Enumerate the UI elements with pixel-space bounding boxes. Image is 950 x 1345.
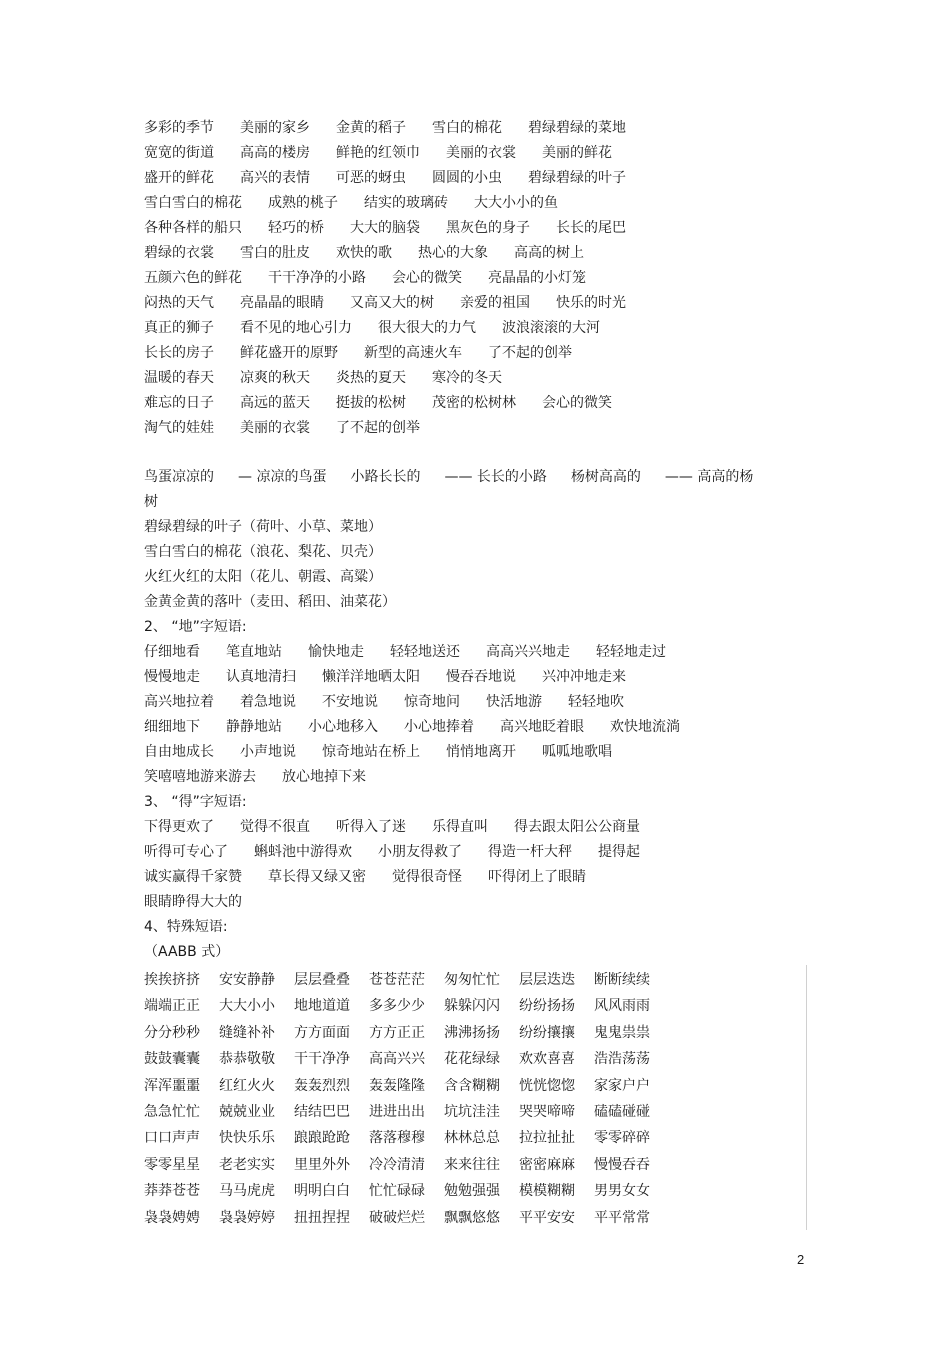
phrase: 高兴地拉着 [144,694,214,710]
phrase: 小声地说 [240,744,296,760]
di-phrase-line [144,717,706,737]
phrase: 坑坑洼洼 [444,1104,500,1120]
de-phrase-line [144,268,612,288]
phrase: 踉踉跄跄 [294,1130,350,1147]
phrase: 了不起的创举 [336,420,420,436]
phrase: 轻轻地送还 [390,644,460,660]
aabb-row [144,1128,669,1148]
phrase: 大大小小 [219,998,275,1015]
phrase: 炎热的夏天 [336,370,406,386]
phrase: 闷热的天气 [144,295,214,311]
phrase: 进进出出 [369,1104,425,1120]
phrase: —— 长长的小路 [444,469,547,485]
phrase: 小路长长的 [350,469,421,485]
phrase: 拉拉扯扯 [519,1130,575,1147]
de-phrase-line [144,118,652,138]
de-phrase-line [144,293,652,313]
phrase: 鬼鬼祟祟 [594,1024,650,1041]
phrase: 模模糊糊 [519,1183,575,1200]
phrase: 地地道道 [294,998,350,1015]
phrase: 认真地清扫 [226,669,296,685]
phrase: 零零碎碎 [594,1130,650,1147]
phrase: 又高又大的树 [350,295,434,311]
phrase: 提得起 [598,844,640,860]
phrase: 层层叠叠 [294,972,350,988]
phrase: 觉得不很直 [240,819,310,835]
de-phrase-line [144,143,638,163]
phrase: 笑嘻嘻地游来游去 [144,769,256,785]
phrase: 安安静静 [219,972,275,988]
phrase: 纷纷扬扬 [519,998,575,1015]
de-phrase-line [144,368,528,388]
de-phrase-line [144,418,446,438]
phrase: 快活地游 [486,694,542,710]
phrase: 惊奇地站在桥上 [322,744,420,760]
phrase: 零零星星 [144,1156,200,1173]
phrase: 挨挨挤挤 [144,972,200,988]
phrase: 含含糊糊 [444,1077,500,1094]
phrase: 欢快的歌 [336,245,392,261]
phrase: 方方面面 [294,1024,350,1041]
phrase: 勉勉强强 [444,1183,500,1200]
phrase: 落落穆穆 [369,1130,425,1147]
di-phrase-line [144,642,692,662]
phrase: 亮晶晶的眼睛 [240,295,324,311]
phrase: 结结巴巴 [294,1104,350,1120]
phrase: 着急地说 [240,694,296,710]
phrase: 轻轻地吹 [568,694,624,710]
phrase: 美丽的家乡 [240,120,310,136]
phrase: 碧绿碧绿的叶子 [528,170,626,186]
phrase: 大大的脑袋 [350,220,420,236]
aabb-row [144,1023,669,1043]
phrase: 眼睛睁得大大的 [144,894,242,910]
phrase: 高高的楼房 [240,145,310,161]
phrase: 真正的狮子 [144,320,214,336]
phrase: 多彩的季节 [144,120,214,136]
phrase: 轻轻地走过 [596,644,666,660]
phrase: 小心地移入 [308,719,378,735]
phrase: 缝缝补补 [219,1024,275,1041]
phrase: 得去跟太阳公公商量 [514,819,640,835]
phrase: 浑浑噩噩 [144,1077,200,1094]
phrase: 鸟蛋凉凉的 [144,469,214,485]
phrase: 看不见的地心引力 [240,320,352,336]
phrase: 欢快地流淌 [610,719,680,735]
phrase: 各种各样的船只 [144,220,242,236]
phrase: 轰轰隆隆 [369,1077,425,1094]
de-phrase-line [144,193,584,213]
phrase: 大大小小的鱼 [474,195,558,211]
phrase: 林林总总 [444,1130,500,1147]
phrase: 结实的玻璃砖 [364,195,448,211]
aabb-row [144,1102,669,1122]
phrase: 美丽的衣裳 [240,420,310,436]
phrase: 新型的高速火车 [364,345,462,361]
phrase: 下得更欢了 [144,819,214,835]
aabb-row [144,996,669,1016]
phrase: 密密麻麻 [519,1156,575,1173]
phrase: 欢欢喜喜 [519,1051,575,1068]
reorder-line [144,467,777,487]
de-phrase-line [144,318,626,338]
phrase: 袅袅娉娉 [144,1209,200,1226]
phrase: 小朋友得救了 [378,844,462,860]
phrase: 莽莽苍苍 [144,1183,200,1200]
aabb-row [144,1181,669,1201]
phrase: 袅袅婷婷 [219,1209,275,1226]
phrase: 雪白的肚皮 [240,245,310,261]
phrase: 里里外外 [294,1156,350,1173]
phrase: 高兴地眨着眼 [500,719,584,735]
phrase: 自由地成长 [144,744,214,760]
phrase: 难忘的日子 [144,395,214,411]
phrase: 恍恍惚惚 [519,1077,575,1094]
phrase: 浩浩荡荡 [594,1051,650,1068]
phrase: 仔细地看 [144,644,200,660]
phrase: 寒冷的冬天 [432,370,502,386]
phrase: 来来往往 [444,1156,500,1173]
phrase: 磕磕碰碰 [594,1104,650,1120]
phrase: 分分秒秒 [144,1024,200,1041]
phrase: 红红火火 [219,1077,275,1094]
phrase: 成熟的桃子 [268,195,338,211]
phrase: 淘气的娃娃 [144,420,214,436]
phrase: 扭扭捏捏 [294,1209,350,1226]
phrase: 冷冷清清 [369,1156,425,1173]
phrase: 杨树高高的 [570,469,641,485]
phrase: 长长的尾巴 [556,220,626,236]
phrase: 慢慢吞吞 [594,1156,650,1173]
phrase: 会心的微笑 [392,270,462,286]
phrase: 干干净净 [294,1051,350,1068]
dei-phrase-line [144,817,666,837]
de-phrase-line [144,168,652,188]
abb-phrase: 雪白雪白的棉花（浪花、梨花、贝壳） [144,544,382,560]
di-phrase-line [144,767,392,787]
phrase: 方方正正 [369,1024,425,1041]
phrase: 快快乐乐 [219,1130,275,1147]
de-phrase-line [144,218,652,238]
phrase: 花花绿绿 [444,1051,500,1068]
phrase: 高高兴兴地走 [486,644,570,660]
phrase: 破破烂烂 [369,1209,425,1226]
phrase: 细细地下 [144,719,200,735]
phrase: 黑灰色的身子 [446,220,530,236]
aabb-row [144,1076,669,1096]
phrase: 快乐的时光 [556,295,626,311]
phrase: 鲜花盛开的原野 [240,345,338,361]
phrase: 放心地掉下来 [282,769,366,785]
phrase: 哭哭啼啼 [519,1104,575,1120]
phrase: 会心的微笑 [542,395,612,411]
phrase: 风风雨雨 [594,998,650,1015]
phrase: 美丽的衣裳 [446,145,516,161]
phrase: 乐得直叫 [432,819,488,835]
phrase: 层层迭迭 [519,972,575,988]
phrase: 高高的树上 [514,245,584,261]
di-phrase-line [144,692,650,712]
phrase: 忙忙碌碌 [369,1183,425,1200]
phrase: 盛开的鲜花 [144,170,214,186]
phrase: 金黄的稻子 [336,120,406,136]
dei-phrase-line [144,842,666,862]
de-phrase-line [144,243,610,263]
phrase: 得造一杆大秤 [488,844,572,860]
phrase: 雪白雪白的棉花 [144,195,242,211]
phrase: 亮晶晶的小灯笼 [488,270,586,286]
phrase: 惊奇地问 [404,694,460,710]
phrase: 高远的蓝天 [240,395,310,411]
phrase: 兴冲冲地走来 [542,669,626,685]
phrase: 波浪滚滚的大河 [502,320,600,336]
phrase: 热心的大象 [418,245,488,261]
vertical-rule [806,965,807,1230]
phrase: 不安地说 [322,694,378,710]
phrase: 轰轰烈烈 [294,1077,350,1094]
phrase: 蝌蚪池中游得欢 [254,844,352,860]
phrase: 听得可专心了 [144,844,228,860]
phrase: 雪白的棉花 [432,120,502,136]
phrase: 高兴的表情 [240,170,310,186]
section-heading-special: 4、特殊短语: [144,919,228,935]
phrase: 五颜六色的鲜花 [144,270,242,286]
phrase: 长长的房子 [144,345,214,361]
phrase: 干干净净的小路 [268,270,366,286]
phrase: 碧绿碧绿的菜地 [528,120,626,136]
phrase: 亲爱的祖国 [460,295,530,311]
phrase: 碧绿的衣裳 [144,245,214,261]
phrase: 家家户户 [594,1077,650,1094]
aabb-row [144,1049,669,1069]
aabb-row [144,970,669,990]
di-phrase-line [144,742,638,762]
phrase: 悄悄地离开 [446,744,516,760]
phrase: 端端正正 [144,998,200,1015]
phrase: 多多少少 [369,998,425,1015]
phrase: 恭恭敬敬 [219,1051,275,1068]
page-number: 2 [797,1252,805,1267]
phrase: 小心地捧着 [404,719,474,735]
abb-phrase: 火红火红的太阳（花儿、朝霞、高粱） [144,569,382,585]
phrase: 明明白白 [294,1183,350,1200]
phrase: 觉得很奇怪 [392,869,462,885]
phrase: 马马虎虎 [219,1183,275,1200]
phrase: —— 高高的杨 [664,469,754,485]
phrase: 茂密的松树林 [432,395,516,411]
phrase: 听得入了迷 [336,819,406,835]
phrase: — 凉凉的鸟蛋 [238,469,327,485]
phrase: 慢慢地走 [144,669,200,685]
phrase: 鲜艳的红领巾 [336,145,420,161]
section-heading-dei: 3、 “得”字短语: [144,794,247,810]
phrase: 鼓鼓囊囊 [144,1051,200,1068]
phrase: 平平常常 [594,1209,650,1226]
dei-phrase-line [144,892,268,912]
aabb-row [144,1208,669,1228]
phrase: 懒洋洋地晒太阳 [322,669,420,685]
phrase: 慢吞吞地说 [446,669,516,685]
phrase: 男男女女 [594,1183,650,1200]
phrase: 宽宽的街道 [144,145,214,161]
abb-phrase: 碧绿碧绿的叶子（荷叶、小草、菜地） [144,519,382,535]
reorder-line-wrap: 树 [144,494,158,510]
phrase: 轻巧的桥 [268,220,324,236]
phrase: 匆匆忙忙 [444,972,500,988]
phrase: 愉快地走 [308,644,364,660]
phrase: 老老实实 [219,1156,275,1173]
phrase: 静静地站 [226,719,282,735]
phrase: 圆圆的小虫 [432,170,502,186]
phrase: 诚实赢得千家赞 [144,869,242,885]
phrase: 了不起的创举 [488,345,572,361]
de-phrase-line [144,393,638,413]
phrase: 很大很大的力气 [378,320,476,336]
phrase: 吓得闭上了眼睛 [488,869,586,885]
abb-phrase: 金黄金黄的落叶（麦田、稻田、油菜花） [144,594,396,610]
phrase: 呱呱地歌唱 [542,744,612,760]
phrase: 兢兢业业 [219,1104,275,1120]
phrase: 高高兴兴 [369,1051,425,1068]
aabb-row [144,1155,669,1175]
phrase: 纷纷攘攘 [519,1024,575,1041]
phrase: 温暖的春天 [144,370,214,386]
phrase: 苍苍茫茫 [369,972,425,988]
phrase: 急急忙忙 [144,1104,200,1120]
phrase: 沸沸扬扬 [444,1024,500,1041]
phrase: 口口声声 [144,1130,200,1147]
phrase: 草长得又绿又密 [268,869,366,885]
phrase: 笔直地站 [226,644,282,660]
phrase: 断断续续 [594,972,650,988]
phrase: 飘飘悠悠 [444,1209,500,1226]
di-phrase-line [144,667,652,687]
de-phrase-line [144,343,598,363]
dei-phrase-line [144,867,612,887]
phrase: 挺拔的松树 [336,395,406,411]
phrase: 平平安安 [519,1209,575,1226]
section-subheading-aabb: （AABB 式） [144,944,230,960]
phrase: 凉爽的秋天 [240,370,310,386]
section-heading-de: 2、 “地”字短语: [144,619,247,635]
phrase: 美丽的鲜花 [542,145,612,161]
phrase: 可恶的蚜虫 [336,170,406,186]
phrase: 躲躲闪闪 [444,998,500,1015]
